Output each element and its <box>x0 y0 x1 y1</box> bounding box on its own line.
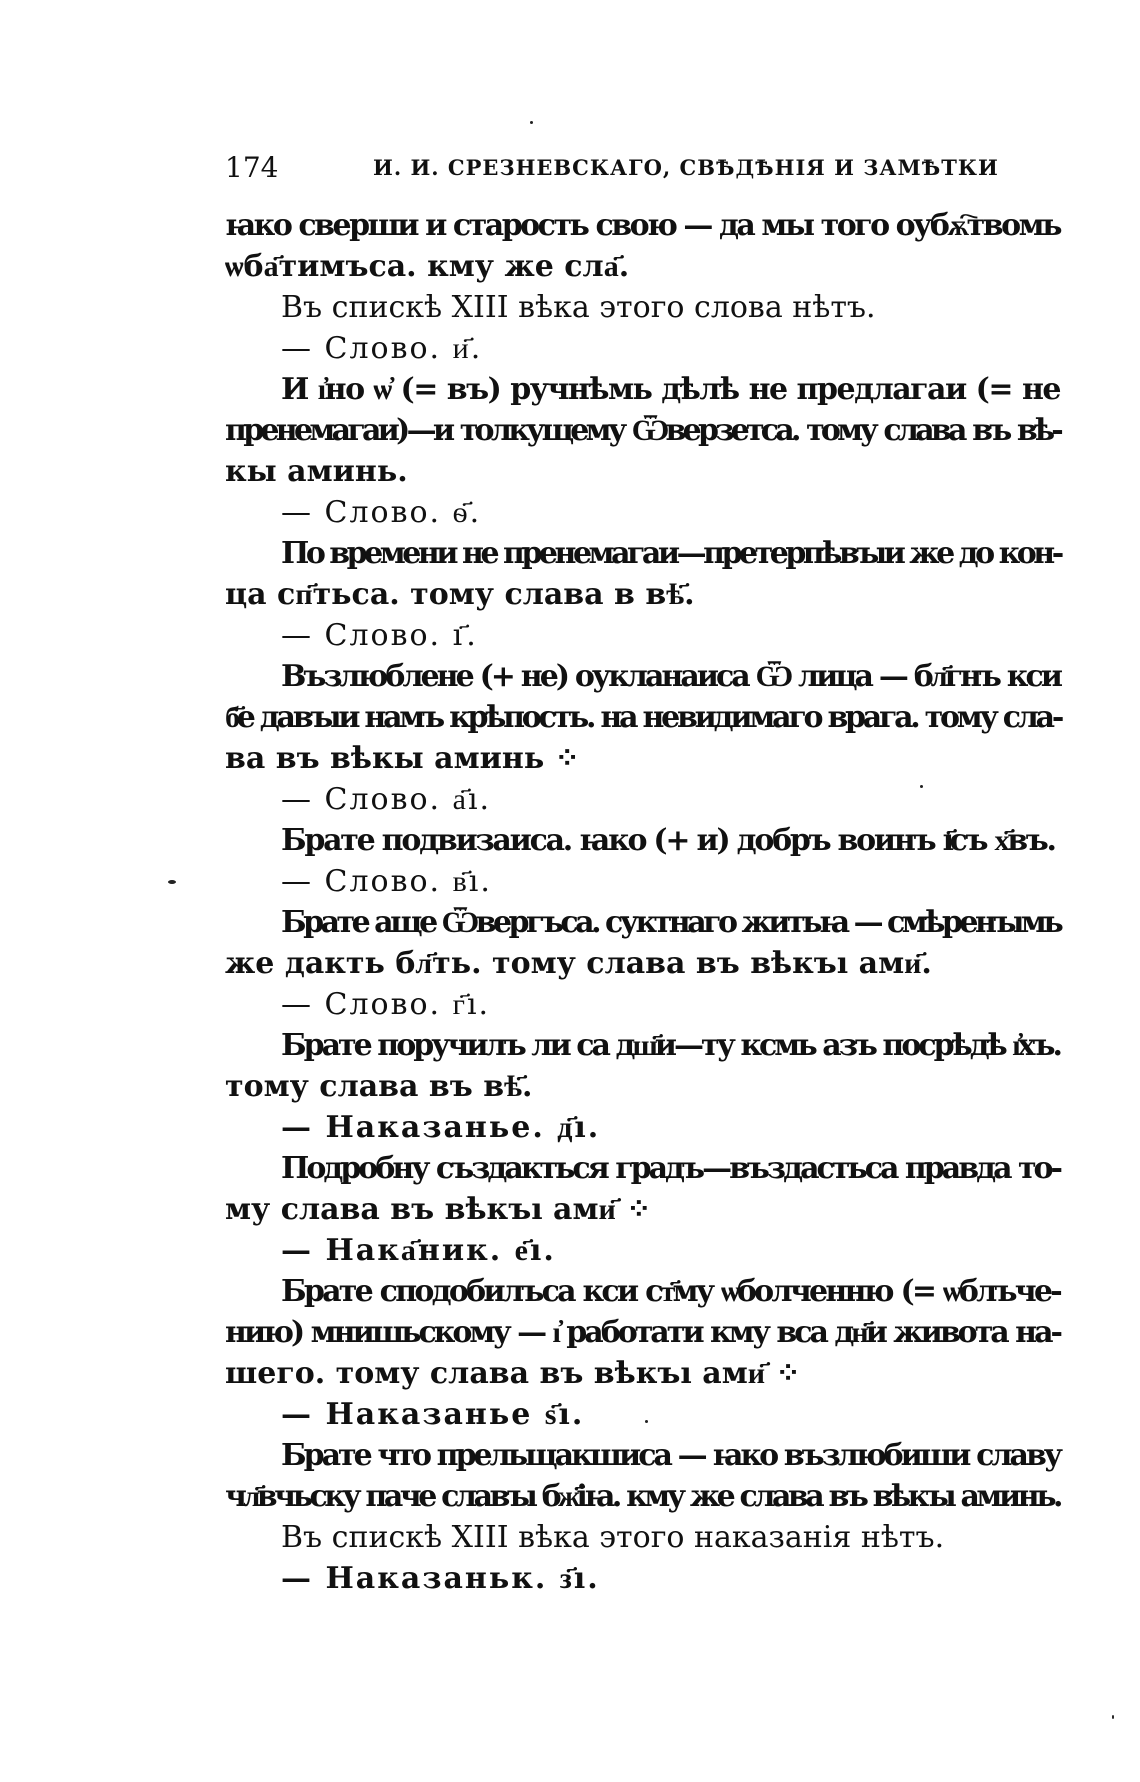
text-line: И ı҆но ѡ҆ (= въ) ручнѣмь дѣлѣ не предлагаи (= не <box>281 372 1060 407</box>
text-line: пренемагаи)—и толкущему Ѿверзетса. тому слава въ вѣ- <box>225 413 1060 448</box>
section-heading: — Наказаньк. з҃ı. <box>281 1561 600 1596</box>
section-heading: — Слово. ѳ҃. <box>281 495 482 530</box>
section-heading: — Слово. в҃ı. <box>281 864 492 899</box>
section-heading: — Слово. ı҃. <box>281 618 478 653</box>
text-line: нию) мнишьскому — ı҆ работати кму вса дн҃и живота на- <box>225 1315 1060 1350</box>
page-header <box>225 146 999 190</box>
section-heading: — Наказанье. д҃ı. <box>281 1110 601 1145</box>
text-line: кы аминь. <box>225 454 408 489</box>
text-line: Брате подвизаиса. ꙗко (+ и) добръ воинъ ı҃съ х҃въ. <box>281 823 1055 858</box>
section-heading: — Слово. и҃. <box>281 331 483 366</box>
scan-speck <box>920 785 923 788</box>
scan-speck <box>168 880 176 884</box>
scan-speck <box>530 121 533 124</box>
section-heading: — Слово. а҃ı. <box>281 782 492 817</box>
text-line: ца сп҃тьса. тому слава в вѣ҃. <box>225 577 695 612</box>
text-line: тому слава въ вѣ҃. <box>225 1069 533 1104</box>
text-line: Подробну създакться градъ—въздастьса правда то- <box>281 1151 1060 1186</box>
page-body <box>225 205 1060 1599</box>
text-line: Въ спискѣ XIII вѣка этого слова нѣтъ. <box>281 290 876 325</box>
section-heading: — Нака҃ник. е҃ı. <box>281 1233 556 1268</box>
text-line: ѡба҃тимъса. кму же сла҃. <box>225 249 630 284</box>
text-line: Брате аще Ѿвергъса. суктнаго житьꙗ — смѣренъıмь <box>281 905 1061 940</box>
text-line: Въ спискѣ XIII вѣка этого наказанія нѣтъ. <box>281 1520 945 1555</box>
text-line: же дакть бл҃ть. тому слава въ вѣкъı ами҃. <box>225 946 932 981</box>
scan-speck <box>1112 1715 1114 1719</box>
running-head: И. И. СРЕЗНЕВСКАГО, СВѢДѢНІЯ И ЗАМѢТКИ <box>373 155 999 180</box>
text-line: ꙗко сверши и старость свою — да мы того оубѫ҇твомь <box>225 208 1060 243</box>
page-number: 174 <box>225 151 279 184</box>
text-line: Възлюблене (+ не) оукланаиса Ѿ лица — бл҃гнъ кси <box>281 659 1060 694</box>
text-line: Брате что прельщакшиса — ꙗко възлюбиши славу <box>281 1438 1060 1473</box>
text-line: б҃е давъıи намъ крѣпость. на невидимаго врага. тому сла- <box>225 700 1062 735</box>
scan-speck <box>645 1420 648 1423</box>
text-line: По времени не пренемагаи—претерпѣвъıи же до кон- <box>281 536 1061 571</box>
text-line: ва въ вѣкы аминь ⁘ <box>225 741 580 776</box>
text-line: шего. тому слава въ вѣкъı ами҃ ⁘ <box>225 1356 801 1391</box>
section-heading: — Наказанье ѕ҃ı. <box>281 1397 585 1432</box>
text-line: му слава въ вѣкъı ами҃ ⁘ <box>225 1192 652 1227</box>
text-line: Брате поручилъ ли са дш҃и—ту ксмь азъ посрѣдѣ ı҆хъ. <box>281 1028 1060 1063</box>
section-heading: — Слово. г҃ı. <box>281 987 491 1022</box>
text-line: Брате сподобилъса кси ст҃му ѡболченню (= ѡблъче- <box>281 1274 1060 1309</box>
text-line: чл҃вчьску паче славъı бж҃іꙗ. кму же слава въ вѣкъı аминь. <box>225 1479 1060 1514</box>
